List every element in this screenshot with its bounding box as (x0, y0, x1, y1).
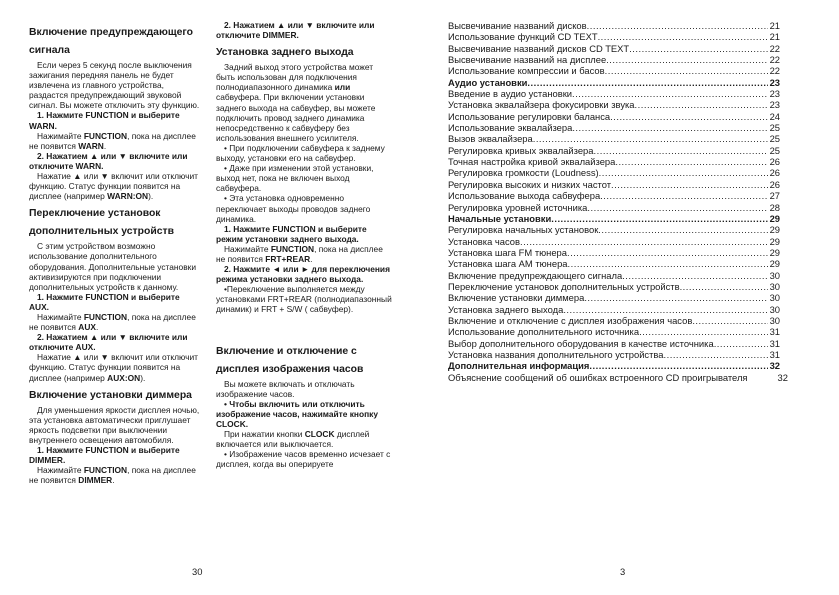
toc-entry-page: 22 (769, 54, 780, 66)
text-run: Нажимайте (224, 243, 271, 254)
toc-entry-page: 23 (769, 76, 780, 88)
toc-entry (448, 88, 780, 99)
toc-entry-title: Переключение установок дополнительных устройств (448, 280, 680, 292)
toc-entry-title: Аудио установки (448, 76, 528, 88)
paragraph (216, 244, 394, 264)
text-run: ). (140, 372, 146, 383)
toc-entry-title: Объяснение сообщений об ошибках встроенного CD проигрывателя (448, 371, 748, 383)
text-run: Вы можете включать и отключать изображение часов. (216, 378, 355, 399)
toc-entry-title: Использование регулировки баланса (448, 110, 611, 122)
toc-dot-leader (599, 167, 768, 178)
toc-dot-leader (520, 236, 768, 247)
toc-entry-title: Установка заднего выхода (448, 303, 564, 315)
toc-entry-title: Дополнительная информация (448, 360, 590, 372)
toc-dot-leader (598, 31, 768, 42)
toc-entry (448, 31, 780, 42)
paragraph (216, 399, 394, 429)
text-run: Для уменьшения яркости дисплея ночью, эта установка автоматически приглушает яркость подсветки при выключении внутреннего освещения автомобиля. (29, 404, 200, 445)
toc-entry-page: 29 (769, 258, 780, 270)
text-run: С этим устройством возможно использование дополнительного оборудования. Дополнительные установки активизируются при подключении дополнительных устройств к данному. (29, 241, 197, 292)
toc-entry (448, 145, 780, 156)
toc-entry (448, 360, 780, 371)
toc-entry (448, 304, 780, 315)
toc-dot-leader (594, 145, 768, 156)
paragraph (216, 62, 394, 143)
toc-entry-page: 30 (769, 303, 780, 315)
toc-entry (448, 270, 780, 281)
toc-dot-leader (629, 43, 767, 54)
text-run: • При подключении сабвуфера к заднему выходу, установки его на сабвуфер. (216, 142, 385, 164)
toc-dot-leader (692, 315, 767, 326)
toc-dot-leader (533, 133, 768, 144)
toc-entry-page: 26 (769, 178, 780, 190)
text-run: дисплей включается или выключается. (216, 429, 370, 450)
toc-entry (448, 99, 780, 110)
toc-entry-title: Установка шага FM тюнера (448, 246, 567, 258)
toc-entry-title: Регулировка громкости (Loudness) (448, 167, 599, 179)
toc-dot-leader (605, 65, 768, 76)
section-heading (216, 44, 394, 62)
toc-entry-title: Регулировка уровней источника (448, 201, 588, 213)
toc-entry-title: Регулировка высоких и низких частот (448, 178, 612, 190)
toc-dot-leader (587, 202, 767, 213)
toc-entry-title: Установка шага AM тюнера (448, 258, 568, 270)
paragraph (29, 241, 201, 291)
paragraph (216, 429, 394, 449)
bold-text: 2. Нажатием ▲ или ▼ включите или отключите WARN. (29, 150, 188, 171)
toc-entry-title: Вызов эквалайзера (448, 133, 533, 145)
paragraph (216, 163, 394, 193)
toc-entry (448, 54, 780, 65)
toc-entry (448, 315, 780, 326)
toc-entry-page: 26 (769, 156, 780, 168)
bold-text: AUX (78, 322, 96, 333)
toc-dot-leader (635, 99, 768, 110)
text-run: . (95, 322, 99, 333)
bold-text: DIMMER (78, 475, 113, 486)
paragraph (216, 143, 394, 163)
bold-text: 1. Нажмите FUNCTION и выберите режим установки заднего выхода. (216, 223, 367, 244)
toc-entry-page: 29 (769, 246, 780, 258)
text-run: Нажатие ▲ или ▼ включит или отключит функцию. Статус функции появится на дисплее (например (29, 352, 198, 383)
paragraph (216, 449, 394, 469)
paragraph (216, 20, 394, 40)
toc-entry-title: Регулировка начальных установок (448, 224, 599, 236)
paragraph (216, 224, 394, 244)
section-heading (29, 205, 201, 241)
toc-entry-title: Установка часов (448, 235, 521, 247)
toc-entry-page: 23 (769, 99, 780, 111)
paragraph (216, 193, 394, 223)
bold-text: CLOCK (304, 429, 335, 439)
toc-entry-page: 22 (769, 42, 780, 54)
toc-entry-title: Выбор дополнительного оборудования в качестве источника (448, 337, 714, 349)
toc-dot-leader (551, 213, 767, 224)
toc-entry (448, 156, 780, 167)
toc-entry (448, 65, 780, 76)
paragraph (29, 312, 201, 332)
toc-entry-title: Использование функций CD TEXT (448, 31, 598, 43)
bold-text: 2. Нажатием ▲ или ▼ включите или отключите DIMMER. (216, 20, 375, 41)
bold-text: 2. Нажмите ◄ или ► для переключения режима установки заднего выхода. (216, 264, 390, 285)
toc-entry (448, 338, 780, 349)
toc-entry-page: 22 (769, 65, 780, 77)
toc-entry-page: 32 (769, 360, 780, 372)
toc-entry (448, 349, 780, 360)
toc-dot-leader (572, 88, 768, 99)
bold-text: 1. Нажмите FUNCTION и выберите DIMMER. (29, 445, 180, 466)
text-run: • Даже при изменении этой установки, выход нет, пока не включен выход сабвуфера. (216, 163, 374, 194)
paragraph (29, 171, 201, 201)
toc-entry-title: Регулировка кривых эквалайзера (448, 144, 594, 156)
toc-entry (448, 202, 780, 213)
toc-entry-page: 21 (769, 20, 780, 31)
bold-text: FUNCTION (83, 465, 128, 476)
toc-dot-leader (615, 156, 767, 167)
toc-entry (448, 258, 780, 269)
left-page-column-1 (29, 20, 201, 485)
right-page-number: 3 (620, 566, 626, 577)
paragraph (29, 465, 201, 485)
toc-entry (448, 326, 780, 337)
toc-entry (448, 111, 780, 122)
text-run: Нажимайте (37, 130, 84, 141)
bold-text: 2. Нажатием ▲ или ▼ включите или отключите AUX. (29, 332, 188, 353)
text-run: , пока на дисплее не появится (29, 465, 196, 486)
toc-dot-leader (714, 338, 768, 349)
bold-text: Включение установки диммера (29, 389, 192, 401)
toc-entry (448, 77, 780, 88)
toc-entry-page: 30 (769, 269, 780, 281)
toc-entry (448, 43, 780, 54)
toc-entry (448, 167, 780, 178)
toc-entry-page: 28 (769, 201, 780, 213)
toc-dot-leader (680, 281, 768, 292)
toc-entry-title: Высвечивание названий на дисплее (448, 54, 607, 66)
text-run: • Эта установка одновременно переключает выходы проводов заднего динамика. (216, 193, 371, 224)
toc-entry-page: 23 (769, 88, 780, 100)
paragraph (29, 110, 201, 130)
bold-text: AUX:ON (107, 372, 141, 383)
section-heading (29, 387, 201, 405)
toc-entry (448, 371, 788, 383)
bold-text: Переключение установок дополнительных устройств (29, 208, 174, 238)
text-run: •Переключение выполняется между установками FRT+REAR (полнодиапазонный динамик) и FRT + S/W ( сабвуфер). (216, 284, 392, 315)
toc-entry (448, 236, 780, 247)
toc-entry-page: 25 (769, 133, 780, 145)
toc-dot-leader (567, 247, 768, 258)
paragraph (216, 264, 394, 284)
toc-entry-page: 30 (769, 314, 780, 326)
toc-entry-title: Включение установки диммера (448, 292, 585, 304)
paragraph (29, 445, 201, 465)
toc-entry-title: Использование выхода сабвуфера (448, 190, 601, 202)
text-run: . (310, 253, 313, 264)
paragraph (29, 60, 201, 110)
text-run: Нажимайте (37, 311, 84, 322)
section-heading (29, 24, 201, 60)
toc-entry (448, 292, 780, 303)
toc-entry-page: 24 (769, 110, 780, 122)
text-run: , пока на дисплее не появится (216, 243, 383, 264)
paragraph (216, 284, 394, 314)
bold-text: 1. Нажмите FUNCTION и выберите WARN. (29, 110, 180, 131)
bold-text: FUNCTION (83, 311, 128, 322)
toc-entry-title: Включение предупреждающего сигнала (448, 269, 623, 281)
toc-dot-leader (664, 349, 768, 360)
toc-entry (448, 213, 780, 224)
toc-entry (448, 133, 780, 144)
paragraph (29, 151, 201, 171)
bold-text: WARN (78, 140, 104, 151)
toc-dot-leader (606, 54, 767, 65)
toc-entry-page: 32 (777, 371, 788, 383)
bold-text: FUNCTION (83, 130, 128, 141)
bold-text: FRT+REAR (265, 253, 311, 264)
toc-dot-leader (610, 111, 767, 122)
table-of-contents (448, 20, 788, 383)
bold-text: Включение и отключение с дисплея изображения часов (216, 345, 364, 375)
spacer (216, 315, 394, 339)
toc-entry-page: 30 (769, 292, 780, 304)
bold-text: 1. Нажмите FUNCTION и выберите AUX. (29, 291, 180, 312)
toc-entry-page: 21 (769, 31, 780, 43)
toc-dot-leader (611, 179, 768, 190)
left-page-number: 30 (192, 566, 203, 577)
toc-dot-leader (589, 360, 767, 371)
text-run: . (103, 140, 107, 151)
toc-entry-page: 29 (769, 224, 780, 236)
text-run: . (112, 475, 115, 486)
paragraph (216, 379, 394, 399)
toc-entry-title: Установка эквалайзера фокусировки звука (448, 99, 635, 111)
toc-entry-title: Использование компрессии и басов (448, 65, 605, 77)
text-run: Нажатие ▲ или ▼ включит или отключит функцию. Статус функции появится на дисплее (например (29, 171, 198, 202)
toc-entry-page: 27 (769, 190, 780, 202)
toc-entry-page: 25 (769, 144, 780, 156)
toc-dot-leader (587, 20, 768, 31)
toc-dot-leader (563, 304, 767, 315)
toc-entry-title: Установка названия дополнительного устройства (448, 348, 664, 360)
toc-entry-title: Начальные установки (448, 212, 552, 224)
toc-entry-title: Высвечивание названий дисков CD TEXT (448, 42, 630, 54)
paragraph (29, 332, 201, 352)
toc-entry-title: Включение и отключение с дисплея изображения часов (448, 314, 693, 326)
bold-text: WARN:ON (107, 191, 149, 202)
text-run: , пока на дисплее не появится (29, 130, 196, 151)
text-run: Если через 5 секунд после выключения зажигания передняя панель не будет извлечена из главного устройства, раздастся предупреждающий звуковой сигнал. Вы можете отключить эту функцию. (29, 60, 200, 111)
paragraph (29, 131, 201, 151)
text-run: ). (148, 191, 154, 202)
paragraph (29, 292, 201, 312)
text-run: сабвуфера. При включении установки заднего выхода на сабвуфер, вы можете подключить провод заднего динамика непосредственно к сабвуферу без использования внешнего усилителя. (216, 92, 376, 143)
text-run: , пока на дисплее не появится (29, 311, 196, 333)
toc-dot-leader (600, 190, 767, 201)
toc-entry-page: 31 (769, 326, 780, 338)
toc-entry-page: 29 (769, 212, 780, 224)
toc-dot-leader (584, 292, 767, 303)
toc-dot-leader (622, 270, 767, 281)
toc-entry-title: Введение в аудио установки (448, 88, 573, 100)
text-run: Нажимайте (37, 465, 84, 476)
bold-text: Включение предупреждающего сигнала (29, 27, 193, 56)
toc-entry-page: 29 (769, 235, 780, 247)
toc-entry-page: 26 (769, 167, 780, 179)
toc-entry (448, 224, 780, 235)
paragraph (29, 352, 201, 382)
toc-entry-page: 30 (769, 280, 780, 292)
toc-entry-title: Использование эквалайзера (448, 122, 573, 134)
toc-dot-leader (568, 258, 768, 269)
toc-dot-leader (639, 326, 768, 337)
toc-entry (448, 20, 780, 31)
text-run: • Изображение часов временно исчезает с дисплея, когда вы оперируете (216, 449, 391, 470)
toc-entry (448, 247, 780, 258)
left-page-column-2 (216, 20, 394, 469)
toc-entry (448, 122, 780, 133)
toc-entry-page: 25 (769, 122, 780, 134)
section-heading (216, 343, 394, 379)
text-run: При нажатии кнопки (224, 429, 305, 439)
toc-dot-leader (598, 224, 767, 235)
bold-text: FUNCTION (270, 243, 315, 254)
toc-entry-page: 31 (769, 337, 780, 349)
toc-entry-title: Точная настройка кривой эквалайзера (448, 156, 616, 168)
paragraph (29, 405, 201, 445)
toc-entry-title: Высвечивание названий дисков (448, 20, 587, 31)
bold-text: Установка заднего выхода (216, 47, 354, 59)
toc-dot-leader (527, 77, 767, 88)
toc-entry (448, 179, 780, 190)
bold-text: • Чтобы включить или отключить изображение часов, нажимайте кнопку CLOCK. (216, 398, 378, 429)
text-run: Задний выход этого устройства может быть использован для подключения полнодиапазонного динамика (216, 62, 374, 93)
bold-text: или (334, 82, 351, 93)
toc-entry-page: 31 (769, 348, 780, 360)
toc-entry (448, 190, 780, 201)
toc-entry-title: Использование дополнительного источника (448, 326, 640, 338)
toc-dot-leader (572, 122, 767, 133)
toc-entry (448, 281, 780, 292)
